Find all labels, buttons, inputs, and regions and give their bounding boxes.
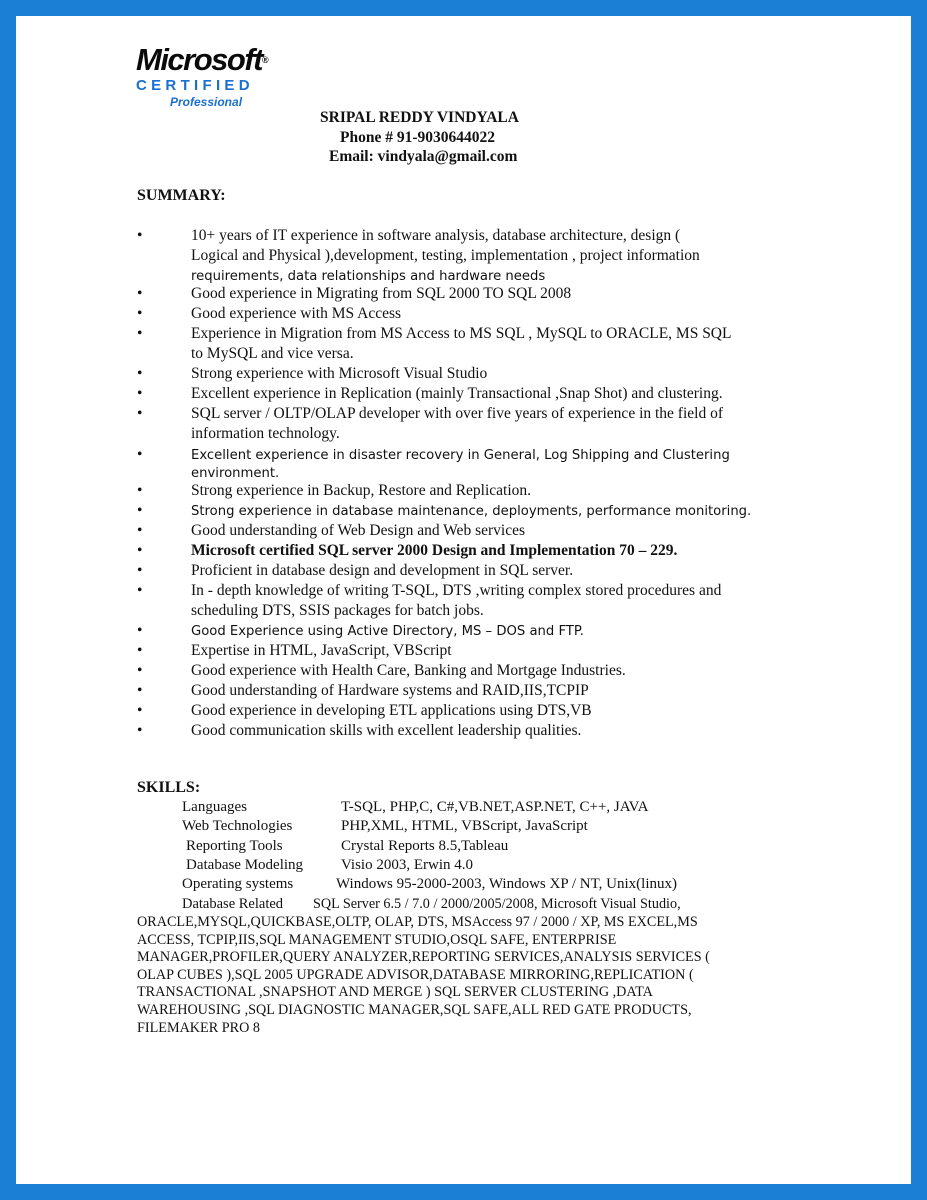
summary-item-continuation: environment.: [191, 466, 280, 481]
bullet-icon: •: [137, 582, 143, 599]
summary-item-text: Expertise in HTML, JavaScript, VBScript: [191, 642, 452, 659]
skill-label: Database Related: [182, 896, 284, 912]
database-related-line: ACCESS, TCPIP,IIS,SQL MANAGEMENT STUDIO,OSQL SAFE, ENTERPRISE: [137, 931, 617, 948]
skill-label: Web Technologies: [182, 818, 293, 834]
bullet-icon: •: [137, 642, 143, 659]
summary-item-continuation: Logical and Physical ),development, testing, implementation , project information: [191, 247, 700, 264]
bullet-icon: •: [137, 405, 143, 422]
database-related-line: ORACLE,MYSQL,QUICKBASE,OLTP, OLAP, DTS, MSAccess 97 / 2000 / XP, MS EXCEL,MS: [137, 914, 698, 930]
bullet-icon: •: [137, 542, 143, 559]
summary-item-text: Proficient in database design and development in SQL server.: [191, 562, 574, 579]
summary-item-text: 10+ years of IT experience in software analysis, database architecture, design (: [191, 227, 681, 244]
bullet-icon: •: [137, 285, 143, 302]
summary-item-text: Excellent experience in disaster recovery in General, Log Shipping and Clustering: [191, 448, 730, 463]
summary-item-text: Strong experience in database maintenance, deployments, performance monitoring.: [191, 504, 752, 519]
bullet-icon: •: [137, 722, 143, 739]
bullet-icon: •: [137, 702, 143, 719]
database-related-line: MANAGER,PROFILER,QUERY ANALYZER,REPORTING SERVICES,ANALYSIS SERVICES (: [137, 949, 710, 966]
skill-label: Reporting Tools: [186, 838, 283, 854]
summary-item-text: Good experience in Migrating from SQL 2000 TO SQL 2008: [191, 285, 572, 302]
database-related-line: OLAP CUBES ),SQL 2005 UPGRADE ADVISOR,DATABASE MIRRORING,REPLICATION (: [137, 966, 694, 983]
database-related-line: WAREHOUSING ,SQL DIAGNOSTIC MANAGER,SQL SAFE,ALL RED GATE PRODUCTS,: [137, 1002, 692, 1018]
summary-item-text: SQL server / OLTP/OLAP developer with over five years of experience in the field of: [191, 405, 724, 422]
skill-label: Operating systems: [182, 876, 294, 892]
summary-item-text: Good communication skills with excellent leadership qualities.: [191, 722, 582, 739]
summary-item-text: Good understanding of Hardware systems and RAID,IIS,TCPIP: [191, 682, 589, 699]
summary-item-text: Experience in Migration from MS Access to MS SQL , MySQL to ORACLE, MS SQL: [191, 325, 732, 342]
logo-certified: CERTIFIED: [136, 77, 254, 94]
candidate-phone: Phone # 91-9030644022: [340, 129, 495, 146]
database-related-line: TRANSACTIONAL ,SNAPSHOT AND MERGE ) SQL SERVER CLUSTERING ,DATA: [137, 984, 653, 1001]
skill-value: PHP,XML, HTML, VBScript, JavaScript: [341, 818, 588, 834]
summary-item-text: Good experience with Health Care, Banking and Mortgage Industries.: [191, 662, 626, 679]
bullet-icon: •: [137, 446, 143, 463]
bullet-icon: •: [137, 325, 143, 342]
bullet-icon: •: [137, 365, 143, 382]
skill-value: Crystal Reports 8.5,Tableau: [341, 838, 509, 854]
database-related-line: FILEMAKER PRO 8: [137, 1019, 260, 1036]
summary-item-text: Strong experience in Backup, Restore and Replication.: [191, 482, 532, 499]
skill-label: Database Modeling: [186, 857, 304, 873]
skills-heading: SKILLS:: [137, 779, 201, 796]
bullet-icon: •: [137, 482, 143, 499]
bullet-icon: •: [137, 682, 143, 699]
bullet-icon: •: [137, 305, 143, 322]
bullet-icon: •: [137, 522, 143, 539]
skill-value: Visio 2003, Erwin 4.0: [341, 857, 474, 873]
skill-label: Languages: [182, 799, 247, 815]
logo-brand: Microsoft®: [136, 42, 269, 77]
candidate-name: SRIPAL REDDY VINDYALA: [320, 109, 519, 126]
bullet-icon: •: [137, 385, 143, 402]
summary-item-text: Strong experience with Microsoft Visual Studio: [191, 365, 488, 382]
bullet-icon: •: [137, 662, 143, 679]
summary-item-continuation: to MySQL and vice versa.: [191, 345, 354, 362]
summary-item-continuation: scheduling DTS, SSIS packages for batch jobs.: [191, 602, 484, 619]
summary-item-text: Good experience in developing ETL applications using DTS,VB: [191, 702, 592, 719]
candidate-email: Email: vindyala@gmail.com: [329, 148, 518, 165]
summary-item-text: Microsoft certified SQL server 2000 Design and Implementation 70 – 229.: [191, 542, 678, 559]
summary-item-text: Good understanding of Web Design and Web services: [191, 522, 525, 539]
bullet-icon: •: [137, 502, 143, 519]
skill-value: T-SQL, PHP,C, C#,VB.NET,ASP.NET, C++, JAVA: [341, 799, 649, 815]
summary-heading: SUMMARY:: [137, 187, 226, 204]
summary-item-text: Good Experience using Active Directory, MS – DOS and FTP.: [191, 624, 584, 639]
summary-item-continuation: information technology.: [191, 425, 340, 442]
logo-professional: Professional: [170, 95, 243, 109]
bullet-icon: •: [137, 227, 143, 244]
skill-value: SQL Server 6.5 / 7.0 / 2000/2005/2008, Microsoft Visual Studio,: [313, 896, 681, 912]
summary-item-continuation: requirements, data relationships and hardware needs: [191, 269, 546, 284]
summary-item-text: Good experience with MS Access: [191, 305, 402, 322]
summary-item-text: In - depth knowledge of writing T-SQL, DTS ,writing complex stored procedures and: [191, 582, 722, 599]
summary-item-text: Excellent experience in Replication (mainly Transactional ,Snap Shot) and clustering.: [191, 385, 723, 402]
skill-value: Windows 95-2000-2003, Windows XP / NT, Unix(linux): [336, 876, 678, 892]
bullet-icon: •: [137, 562, 143, 579]
microsoft-certified-logo: [136, 44, 286, 110]
bullet-icon: •: [137, 622, 143, 639]
